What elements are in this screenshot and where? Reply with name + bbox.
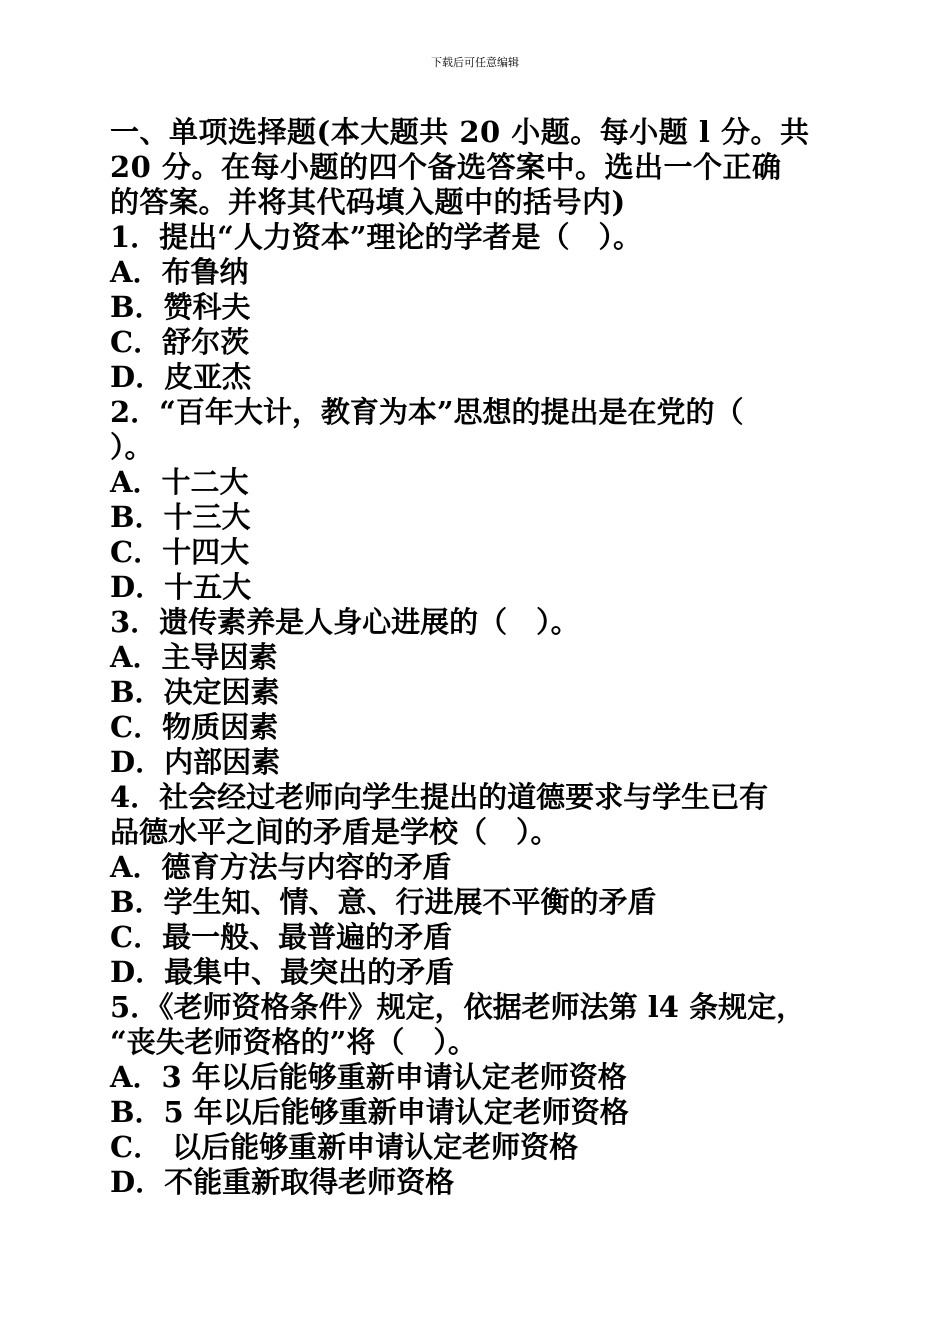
- question-stem: 5．《老师资格条件》规定，依据老师法第 l4 条规定，: [110, 990, 806, 1024]
- answer-option-c: C．舒尔茨: [110, 325, 250, 359]
- answer-option-c: C． 以后能够重新申请认定老师资格: [110, 1130, 579, 1164]
- answer-option-a: A．德育方法与内容的矛盾: [110, 850, 452, 884]
- question-stem: 2．“百年大计，教育为本”思想的提出是在党的（: [110, 395, 744, 429]
- answer-option-b: B．决定因素: [110, 675, 280, 709]
- question-stem: 3．遗传素养是人身心进展的（ ）。: [110, 605, 580, 639]
- answer-option-a: A．3 年以后能够重新申请认定老师资格: [110, 1060, 627, 1094]
- question-5: [110, 990, 850, 1200]
- page-header: 下载后可任意编辑: [431, 56, 519, 69]
- heading-line: 的答案。并将其代码填入题中的括号内): [110, 185, 626, 219]
- answer-option-b: B．5 年以后能够重新申请认定老师资格: [110, 1095, 629, 1129]
- heading-line: 20 分。在每小题的四个备选答案中。选出一个正确: [110, 150, 782, 184]
- answer-option-b: B．赞科夫: [110, 290, 251, 324]
- answer-option-d: D．最集中、最突出的矛盾: [110, 955, 455, 989]
- section-heading: [110, 115, 850, 220]
- question-3: [110, 605, 850, 780]
- answer-option-a: A．布鲁纳: [110, 255, 249, 289]
- question-stem: 1．提出“人力资本”理论的学者是（ ）。: [110, 220, 643, 254]
- answer-option-a: A．十二大: [110, 465, 249, 499]
- question-stem-continued: ）。: [110, 430, 154, 464]
- answer-option-d: D．皮亚杰: [110, 360, 252, 394]
- answer-option-c: C．最一般、最普遍的矛盾: [110, 920, 453, 954]
- question-2: [110, 395, 850, 605]
- answer-option-d: D．内部因素: [110, 745, 281, 779]
- question-stem-continued: “丧失老师资格的”将（ ）。: [110, 1025, 477, 1059]
- question-1: [110, 220, 850, 395]
- answer-option-b: B．十三大: [110, 500, 251, 534]
- question-stem: 4．社会经过老师向学生提出的道德要求与学生已有: [110, 780, 769, 814]
- heading-line: 一、单项选择题(本大题共 20 小题。每小题 l 分。共: [110, 115, 810, 149]
- answer-option-b: B．学生知、情、意、行进展不平衡的矛盾: [110, 885, 657, 919]
- answer-option-c: C．十四大: [110, 535, 250, 569]
- document-body: [110, 115, 850, 1200]
- answer-option-c: C．物质因素: [110, 710, 279, 744]
- answer-option-d: D．十五大: [110, 570, 252, 604]
- question-stem-continued: 品德水平之间的矛盾是学校（ ）。: [110, 815, 560, 849]
- answer-option-d: D．不能重新取得老师资格: [110, 1165, 455, 1199]
- question-4: [110, 780, 850, 990]
- answer-option-a: A．主导因素: [110, 640, 278, 674]
